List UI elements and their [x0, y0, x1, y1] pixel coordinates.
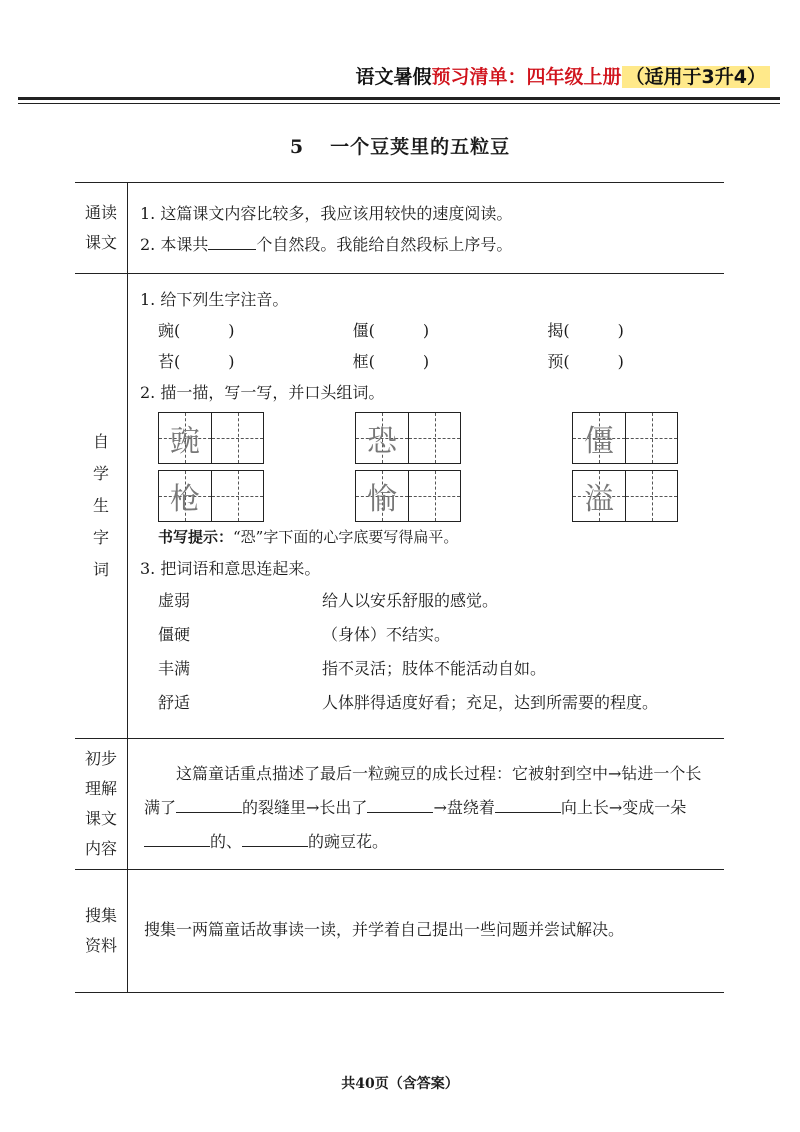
worksheet-table — [75, 182, 724, 993]
read-item-2: 2. 本课共 个自然段。我能给自然段标上序号。 — [140, 229, 724, 260]
trace-char: 僵 — [584, 424, 614, 459]
pinyin-item[interactable]: 预( ) — [547, 352, 624, 371]
section-label: 搜集 资料 — [75, 870, 128, 992]
match-row — [140, 686, 724, 720]
section-understand — [75, 738, 724, 869]
match-word[interactable]: 舒适 — [158, 693, 191, 712]
trace-char: 愉 — [367, 482, 397, 517]
writing-grid[interactable] — [158, 470, 264, 522]
trace-char: 枪 — [170, 482, 200, 517]
question-3: 3. 把词语和意思连起来。 — [140, 559, 321, 578]
read-item-1: 1. 这篇课文内容比较多，我应该用较快的速度阅读。 — [140, 204, 513, 223]
match-row — [140, 652, 724, 686]
writing-grid[interactable] — [572, 412, 678, 464]
writing-grid[interactable] — [355, 412, 461, 464]
section-label — [75, 183, 128, 273]
pinyin-item[interactable]: 僵( ) — [352, 321, 430, 340]
writing-grids — [140, 408, 724, 522]
trace-char: 溢 — [584, 482, 614, 517]
section-read-text — [75, 182, 724, 273]
question-2: 2. 描一描，写一写，并口头组词。 — [140, 383, 385, 402]
writing-grid[interactable] — [158, 412, 264, 464]
header-rule-thin — [18, 103, 780, 104]
header-rule-thick — [18, 97, 780, 100]
answer-blank[interactable] — [208, 231, 256, 250]
section-label: 自 学 生 字 词 — [75, 274, 128, 738]
header-part2: 预习清单：四年级上册 — [431, 66, 622, 88]
match-row — [140, 584, 724, 618]
match-meaning[interactable]: 人体胖得适度好看；充足，达到所需要的程度。 — [322, 693, 659, 712]
match-meaning[interactable]: 给人以安乐舒服的感觉。 — [322, 591, 499, 610]
pinyin-item[interactable]: 框( ) — [352, 352, 430, 371]
section-collect — [75, 869, 724, 993]
answer-blank[interactable] — [176, 794, 242, 813]
summary-paragraph: 这篇童话重点描述了最后一粒豌豆的成长过程：它被射到空中→钻进一个长满了 的裂缝里→长出了 →盘绕着 向上长→变成一朵的、 的豌豆花。 — [144, 764, 702, 851]
trace-char: 恐 — [367, 424, 397, 459]
match-word[interactable]: 丰满 — [158, 659, 191, 678]
section-self-study — [75, 273, 724, 738]
header-part3: （适用于3升4） — [622, 66, 770, 88]
match-word[interactable]: 僵硬 — [158, 625, 191, 644]
match-row — [140, 618, 724, 652]
lesson-number: 5 — [289, 136, 305, 158]
pinyin-item[interactable]: 揭( ) — [547, 321, 624, 340]
answer-blank[interactable] — [144, 828, 210, 847]
writing-tip: 书写提示：“恐”字下面的心字底要写得扁平。 — [158, 528, 459, 546]
collect-task: 搜集一两篇童话故事读一读，并学着自己提出一些问题并尝试解决。 — [144, 920, 625, 939]
lesson-title — [0, 132, 800, 159]
lesson-name: 一个豆荚里的五粒豆 — [330, 136, 511, 158]
writing-grid[interactable] — [355, 470, 461, 522]
section-label: 初步 理解 课文 内容 — [75, 739, 128, 869]
match-meaning[interactable]: （身体）不结实。 — [322, 625, 451, 644]
section-label-text: 通读课文 — [84, 203, 117, 252]
page-header — [356, 62, 770, 89]
pinyin-row — [140, 315, 724, 346]
pinyin-row — [140, 346, 724, 377]
match-meaning[interactable]: 指不灵活；肢体不能活动自如。 — [322, 659, 547, 678]
pinyin-item[interactable]: 豌( ) — [158, 321, 235, 340]
writing-grid[interactable] — [572, 470, 678, 522]
match-word[interactable]: 虚弱 — [158, 591, 191, 610]
answer-blank[interactable] — [242, 828, 308, 847]
answer-blank[interactable] — [495, 794, 561, 813]
page-footer: 共40页（含答案） — [341, 1076, 459, 1092]
trace-char: 豌 — [170, 424, 200, 459]
header-part1: 语文暑假 — [355, 66, 432, 88]
question-1: 1. 给下列生字注音。 — [140, 290, 289, 309]
pinyin-item[interactable]: 苔( ) — [158, 352, 235, 371]
answer-blank[interactable] — [367, 794, 433, 813]
